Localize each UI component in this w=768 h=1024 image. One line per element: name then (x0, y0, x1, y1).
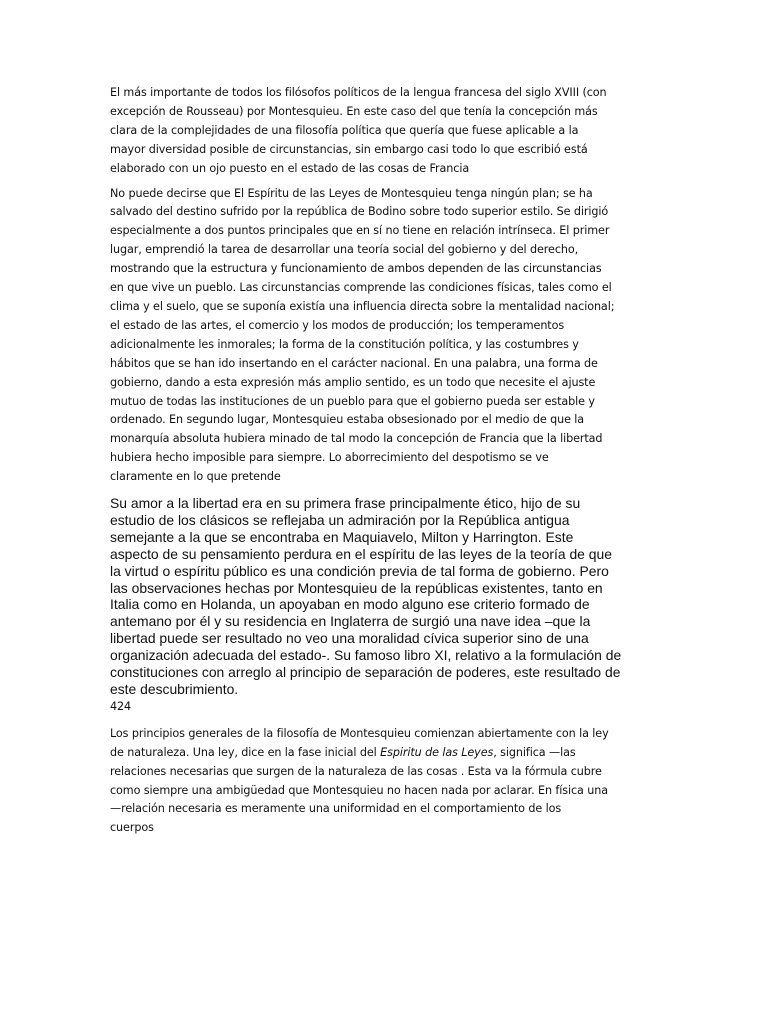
document-page (110, 84, 658, 838)
paragraph-4 (110, 725, 658, 838)
paragraph-2: No puede decirse que El Espíritu de las Leyes de Montesquieu tenga ningún plan; se ha salvado del destino sufrido por la república de Bodino sobre todo superior estilo. Se dirigió especialmente a dos puntos principales que en sí no tiene en relación intrínseca. El primer lugar, emprendió la tarea de desarrollar una teoría social del gobierno y del derecho, mostrando que la estructura y funcionamiento de ambos dependen de las circunstancias en que vive un pueblo. Las circunstancias comprende las condiciones físicas, tales como el clima y el suelo, que se suponía existía una influencia directa sobre la mentalidad nacional; el estado de las artes, el comercio y los modos de producción; los temperamentos adicionalmente les inmorales; la forma de la constitución política, y las costumbres y hábitos que se han ido insertando en el carácter nacional. En una palabra, una forma de gobierno, dando a esta expresión más amplio sentido, es un todo que necesite el ajuste mutuo de todas las instituciones de un pueblo para que el gobierno pueda ser estable y ordenado. En segundo lugar, Montesquieu estaba obsesionado por el medio de que la monarquía absoluta hubiera minado de tal modo la concepción de Francia que la libertad hubiera hecho imposible para siempre. Lo aborrecimiento del despotismo se ve claramente en lo que pretende (110, 186, 615, 484)
paragraph-1: El más importante de todos los filósofos políticos de la lengua francesa del siglo XVIII (con excepción de Rousseau) por Montesquieu. En este caso del que tenía la concepción más clara de la complejidades de una filosofía política que quería que fuese aplicable a la mayor diversidad posible de circunstancias, sin embargo casi todo lo que escribió está elaborado con un ojo puesto en el estado de las cosas de Francia (110, 86, 607, 175)
paragraph-4-text-end: , significa —las relaciones necesarias que surgen de la naturaleza de las cosas . Esta va la fórmula cubre como siempre una ambigüedad que Montesquieu no hacen nada por aclarar. En física una —relación necesaria es meramente una uniformidad en el comportamiento de los cuerpos (110, 745, 608, 835)
page-number: 424 (110, 699, 132, 713)
paragraph-3: Su amor a la libertad era en su primera frase principalmente ético, hijo de su estudio de los clásicos se reflejaba un admiración por la República antigua semejante a la que se encontraba en Maquiavelo, Milton y Harrington. Este aspecto de su pensamiento perdura en el espíritu de las leyes de la teoría de que la virtud o espíritu público es una condición previa de tal forma de gobierno. Pero las observaciones hechas por Montesquieu de la repúblicas existentes, tanto en Italia como en Holanda, un apoyaban en modo alguno ese criterio formado de antemano por él y su residencia en Inglaterra de surgió una nave idea –que la libertad puede ser resultado no veo una moralidad cívica superior sino de una organización adecuada del estado-. Su famoso libro XI, relativo a la formulación de constituciones con arreglo al principio de separación de poderes, este resultado de este descubrimiento. (110, 495, 622, 697)
paragraph-4-text-start: Los principios generales de la filosofía de Montesquieu comienzan abiertamente con la ley de naturaleza. Una ley, dice en la fase inicial del (110, 726, 609, 759)
book-title-italic: Espiritu de las Leyes (380, 745, 494, 759)
